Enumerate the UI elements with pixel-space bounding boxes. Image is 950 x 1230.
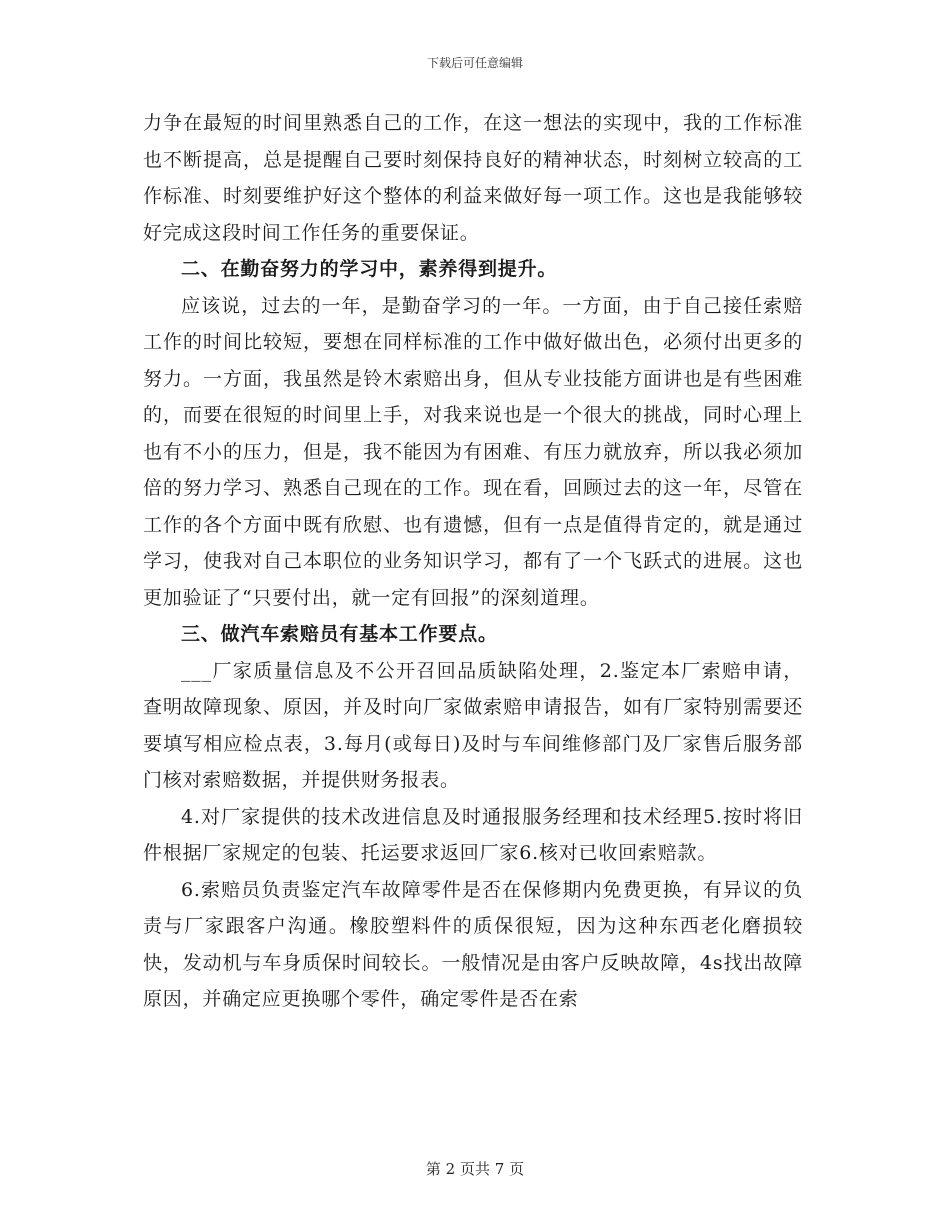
- paragraph-duties-3: 6.索赔员负责鉴定汽车故障零件是否在保修期内免费更换，有异议的负责与厂家跟客户沟通。橡胶塑料件的质保很短，因为这种东西老化磨损较快，发动机与车身质保时间较长。一般情况是由客户反映故障，4s找出故障原因，并确定应更换哪个零件，确定零件是否在索: [143, 878, 803, 1010]
- section-heading-3: 三、做汽车索赔员有基本工作要点。: [181, 623, 498, 645]
- document-body: [143, 105, 803, 1018]
- page-header: 下载后可任意编辑: [426, 56, 523, 70]
- page-footer: 第 2 页共 7 页: [425, 1160, 525, 1178]
- paragraph-duties-2: 4.对厂家提供的技术改进信息及时通报服务经理和技术经理5.按时将旧件根据厂家规定的包装、托运要求返回厂家6.核对已收回索赔款。: [143, 805, 803, 864]
- paragraph-duties-1: ___厂家质量信息及不公开召回品质缺陷处理，2.鉴定本厂索赔申请，查明故障现象、原因，并及时向厂家做索赔申请报告，如有厂家特别需要还要填写相应检点表，3.每月(或每日)及时与车间维修部门及厂家售后服务部门核对索赔数据，并提供财务报表。: [143, 659, 803, 791]
- paragraph-continuation: 力争在最短的时间里熟悉自己的工作，在这一想法的实现中，我的工作标准也不断提高，总是提醒自己要时刻保持良好的精神状态，时刻树立较高的工作标准、时刻要维护好这个整体的利益来做好每一项工作。这也是我能够较好完成这段时间工作任务的重要保证。: [143, 112, 803, 244]
- section-heading-2: 二、在勤奋努力的学习中，素养得到提升。: [181, 258, 558, 280]
- paragraph-study: 应该说，过去的一年，是勤奋学习的一年。一方面，由于自己接任索赔工作的时间比较短，要想在同样标准的工作中做好做出色，必须付出更多的努力。一方面，我虽然是铃木索赔出身，但从专业技能方面讲也是有些困难的，而要在很短的时间里上手，对我来说也是一个很大的挑战，同时心理上也有不小的压力，但是，我不能因为有困难、有压力就放弃，所以我必须加倍的努力学习、熟悉自己现在的工作。现在看，回顾过去的这一年，尽管在工作的各个方面中既有欣慰、也有遗憾，但有一点是值得肯定的，就是通过学习，使我对自己本职位的业务知识学习，都有了一个飞跃式的进展。这也更加验证了“只要付出，就一定有回报”的深刻道理。: [143, 294, 803, 609]
